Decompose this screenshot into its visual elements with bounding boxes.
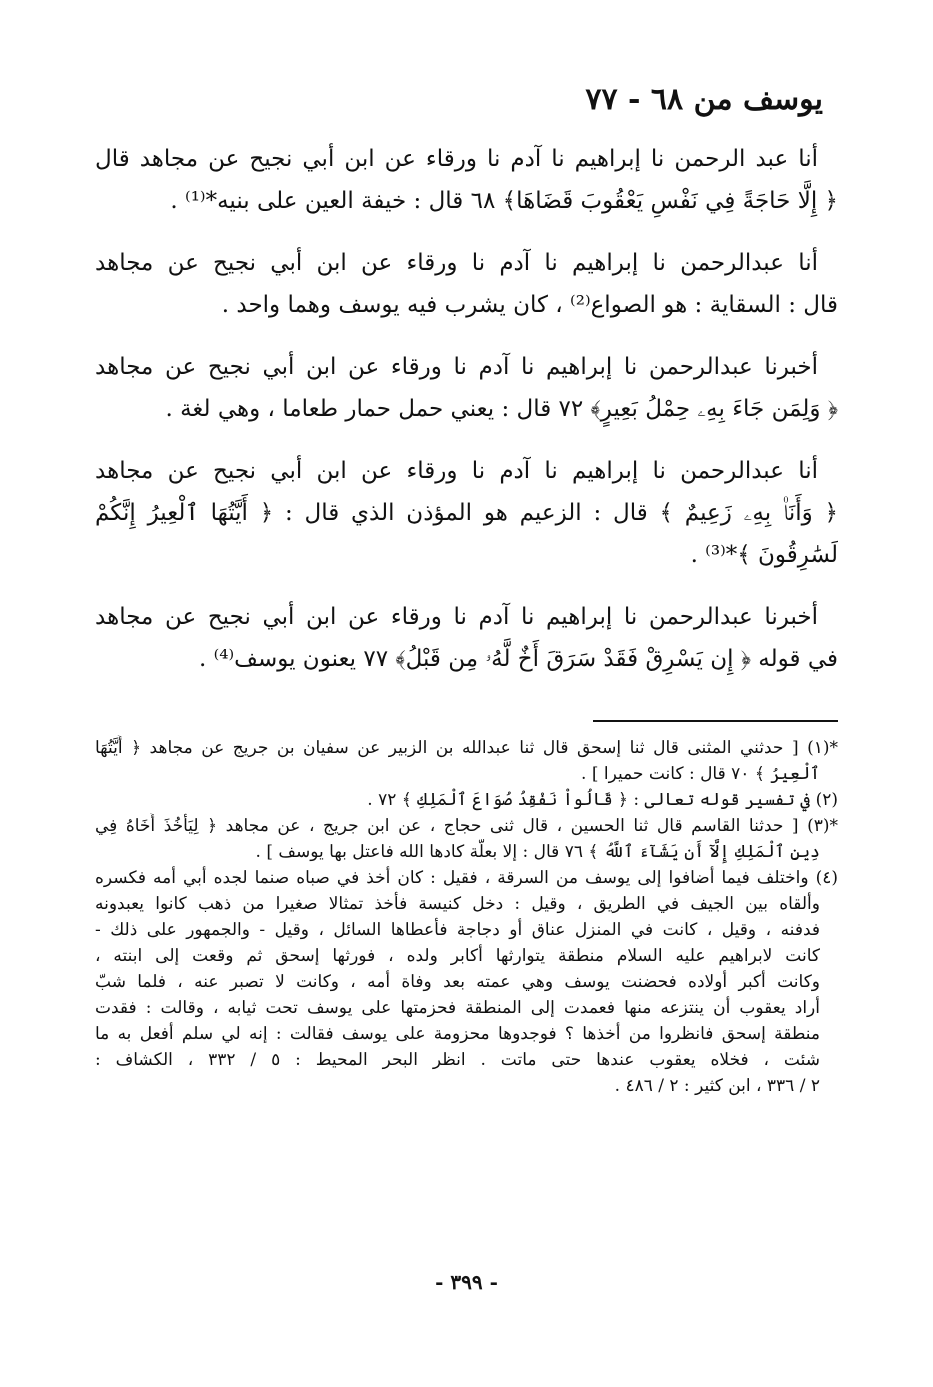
footnote-line: ٱلْعِيرُ ﴾ ٧٠ قال : كانت حميرا ] . xyxy=(581,764,820,784)
footnote-line: دِينِ ٱلْمَلِكِ إِلَّآ أَن يَشَآءَ ٱللَّهُ ﴾ ٧٦ قال : إلا بعلّة كادها الله فاعتل بها يوسف ] . xyxy=(255,842,820,862)
page-number: - ٣٩٩ - xyxy=(435,1270,498,1294)
text-line: أخبرنا عبدالرحمن نا إبراهيم نا آدم نا ورقاء عن ابن أبي نجيح عن مجاهد xyxy=(95,604,818,630)
footnote-line: وألقاه بين الجيف في الطريق ، وقيل : دخل كنيسة فأخذ تمثالا صغيرا من ذهب كانوا يعبدونه xyxy=(95,894,820,914)
footnote-line: *(١) [ حدثني المثنى قال ثنا إسحق قال ثنا عبدالله بن الزبير عن سفيان بن جريج عن مجاهد ﴿ أَيَّتُهَا xyxy=(95,738,838,758)
footnotes xyxy=(95,735,838,1099)
footnote-line: وكانت أكبر أولاده فحضنت يوسف وهي عمته بعد وفاة أمه ، وكانت لا تصبر عنه ، فلما شبّ xyxy=(95,972,820,992)
narration-paragraph xyxy=(95,242,838,326)
text-line: ﴿ وَأَنَا۠ بِهِۦ زَعِيمٌ ﴾ قال : الزعيم هو المؤذن الذي قال : ﴿ أَيَّتُهَا ٱلْعِيرُ إِنَّكُمْ xyxy=(95,500,838,526)
text-line: أنا عبدالرحمن نا إبراهيم نا آدم نا ورقاء عن ابن أبي نجيح عن مجاهد xyxy=(95,250,818,276)
footnote-line: ٢ / ٣٣٦ ، ابن كثير : ٢ / ٤٨٦ . xyxy=(614,1076,820,1096)
header-title: يوسف من ٦٨ - ٧٧ xyxy=(585,82,823,117)
narration-paragraph xyxy=(95,596,838,680)
footnote-line: فدفنه ، وقيل ، كانت في المنزل عناق أو دجاجة فأعطاها السائل ، وقيل - والجمهور على ذلك - xyxy=(95,920,820,940)
footnote-line: أراد يعقوب أن ينتزعه منها فعمدت إلى المنطقة فحزمتها على يوسف تحت ثيابه ، وقالت : فقدت xyxy=(95,998,820,1018)
text-line: في قوله ﴿ إِن يَسْرِقْ فَقَدْ سَرَقَ أَخٌ لَّهُۥ مِن قَبْلُ﴾ ٧٧ يعنون يوسف⁽⁴⁾ . xyxy=(198,646,838,672)
narration-paragraph xyxy=(95,346,838,430)
footnote-line: شئت ، فخلاه يعقوب عندها حتى ماتت . انظر البحر المحيط : ٥ / ٣٣٢ ، الكشاف : xyxy=(95,1050,821,1070)
page-header xyxy=(585,82,823,117)
text-line: قال : السقاية : هو الصواع⁽²⁾ ، كان يشرب فيه يوسف وهما واحد . xyxy=(221,292,838,318)
text-line: أخبرنا عبدالرحمن نا إبراهيم نا آدم نا ورقاء عن ابن أبي نجيح عن مجاهد xyxy=(95,354,818,380)
footnote xyxy=(95,787,838,813)
narration-paragraph xyxy=(95,450,838,576)
footnote-line: *(٣) [ حدثنا القاسم قال ثنا الحسين ، قال ثنى حجاج ، عن ابن جريج ، عن مجاهد ﴿ لِيَأْخُذَ أَخَاهُ فِي xyxy=(95,816,838,836)
text-line: ﴿ إِلَّا حَاجَةً فِي نَفْسِ يَعْقُوبَ قَضَاهَا﴾ ٦٨ قال : خيفة العين على بنيه*⁽¹⁾ . xyxy=(170,188,838,214)
text-line: أنا عبد الرحمن نا إبراهيم نا آدم نا ورقاء عن ابن أبي نجيح عن مجاهد قال xyxy=(95,146,818,172)
text-line: ﴿ وَلِمَن جَاءَ بِهِۦ حِمْلُ بَعِيرٍ﴾ ٧٢ قال : يعني حمل حمار طعاما ، وهي لغة . xyxy=(165,396,838,422)
text-line: أنا عبدالرحمن نا إبراهيم نا آدم نا ورقاء عن ابن أبي نجيح عن مجاهد xyxy=(95,458,818,484)
footnote-line: (٢) في تفسير قوله تعالى : ﴿ قَالُواْ نَفْقِدُ صُوَاعَ ٱلْمَلِكِ ﴾ ٧٢ . xyxy=(367,790,838,810)
footnote xyxy=(95,735,838,787)
footnote xyxy=(95,813,838,865)
footnote-line: كانت لابراهيم عليه السلام منطقة يتوارثها أكابر ولده ، فورثها إسحق ثم وقعت إلى ابنته ، xyxy=(95,946,820,966)
footnote xyxy=(95,865,838,1099)
footnote-divider xyxy=(593,720,838,722)
footnote-line: منطقة إسحق فانظروا من أخذها ؟ فوجدوها محزومة على يوسف فقالت : إنه لي سلم أفعل به ما xyxy=(95,1024,820,1044)
text-line: لَسَٰرِقُونَ ﴾*⁽³⁾ . xyxy=(690,542,838,568)
main-text xyxy=(95,138,838,700)
footnote-line: (٤) واختلف فيما أضافوا إلى يوسف من السرقة ، فقيل : كان أخذ في صباه صنما لجده أبي أمه فكسره xyxy=(95,868,838,888)
narration-paragraph xyxy=(95,138,838,222)
